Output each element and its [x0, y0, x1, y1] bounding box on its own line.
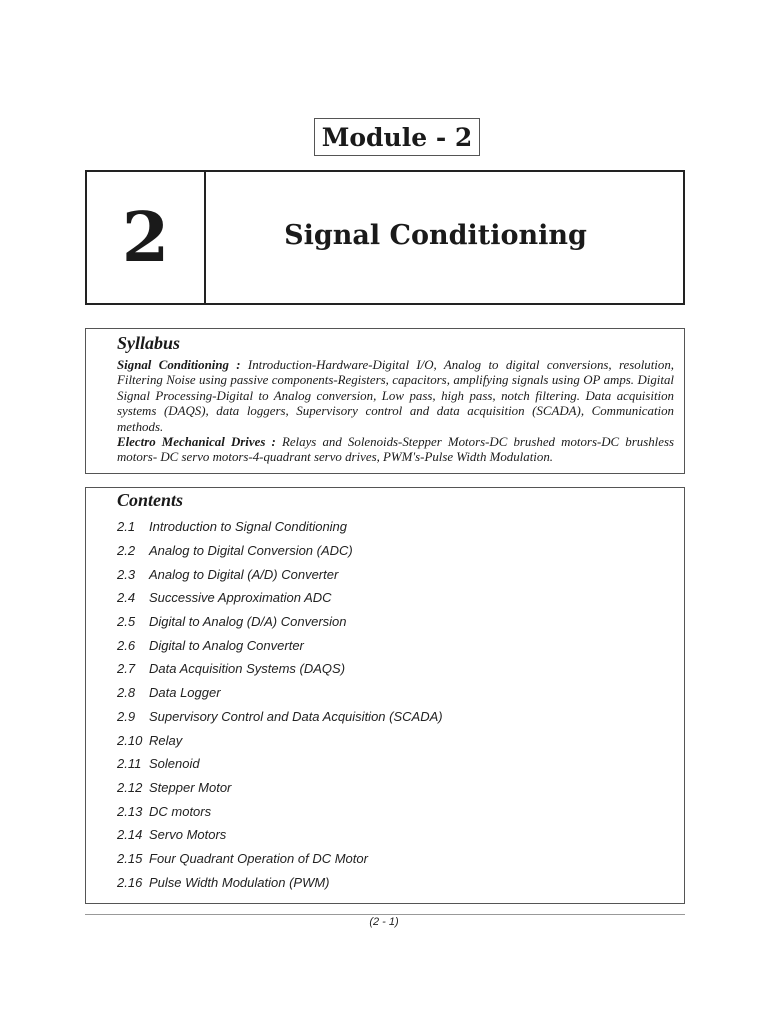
contents-item[interactable] — [117, 799, 674, 823]
contents-item[interactable] — [117, 823, 674, 847]
contents-item-title: Four Quadrant Operation of DC Motor — [149, 850, 368, 866]
contents-item-title: DC motors — [149, 803, 212, 819]
contents-item[interactable] — [117, 752, 674, 776]
contents-item-title: Data Acquisition Systems (DAQS) — [149, 661, 346, 677]
contents-item-title: Successive Approximation ADC — [149, 590, 332, 606]
contents-item-title: Introduction to Signal Conditioning — [149, 519, 348, 535]
contents-item-number: 2.11 — [117, 756, 142, 772]
contents-item-title: Stepper Motor — [149, 779, 232, 795]
chapter-header — [85, 170, 685, 305]
contents-item-title: Digital to Analog (D/A) Conversion — [149, 614, 347, 630]
contents-item-title: Data Logger — [149, 685, 221, 701]
contents-item-number: 2.5 — [117, 614, 136, 630]
contents-item[interactable] — [117, 515, 674, 539]
contents-heading: Contents — [117, 490, 184, 510]
contents-item-number: 2.10 — [117, 732, 143, 748]
contents-item-title: Servo Motors — [149, 827, 227, 843]
contents-item[interactable] — [117, 657, 674, 681]
syllabus-signal-conditioning-text: Introduction-Hardware-Digital I/O, Analog to digital conversions, resolution, Filtering Noise using passive components-Registers, capacitors, amplifying signals using OP amps. Digital Signal Processing-Digital to Analog conversion, Low pass, high pass, notch filtering. Data acquisition systems (DAQS), data loggers, Supervisory control and data acquisition (SCADA), Communication methods. — [117, 358, 674, 434]
contents-item-title: Analog to Digital (A/D) Converter — [149, 566, 339, 582]
contents-item-title: Digital to Analog Converter — [149, 637, 304, 653]
contents-item[interactable] — [117, 728, 674, 752]
syllabus-paragraph — [117, 358, 674, 466]
contents-item[interactable] — [117, 681, 674, 705]
contents-item-number: 2.6 — [117, 637, 136, 653]
contents-item-number: 2.15 — [117, 850, 143, 866]
contents-item-number: 2.1 — [117, 519, 136, 535]
contents-item-number: 2.2 — [117, 543, 136, 559]
contents-item[interactable] — [117, 847, 674, 871]
contents-item[interactable] — [117, 539, 674, 563]
contents-item-title: Pulse Width Modulation (PWM) — [149, 874, 330, 890]
contents-item-number: 2.8 — [117, 685, 136, 701]
syllabus-drives-label: Electro Mechanical Drives : — [117, 435, 276, 450]
footer-divider — [85, 914, 685, 915]
contents-item-title: Solenoid — [149, 756, 200, 772]
syllabus-signal-conditioning-label: Signal Conditioning : — [117, 358, 241, 372]
contents-item[interactable] — [117, 776, 674, 800]
contents-item-number: 2.7 — [117, 661, 136, 677]
contents-item-title: Analog to Digital Conversion (ADC) — [149, 543, 353, 559]
chapter-number: 2 — [87, 172, 206, 303]
contents-item[interactable] — [117, 633, 674, 657]
contents-item-title: Relay — [149, 732, 183, 748]
syllabus-heading: Syllabus — [117, 333, 181, 353]
contents-item-number: 2.16 — [117, 874, 143, 890]
module-label: Module - 2 — [314, 118, 480, 156]
contents-item-number: 2.9 — [117, 708, 136, 724]
contents-list — [117, 515, 674, 894]
contents-box — [85, 487, 685, 904]
syllabus-box — [85, 328, 685, 474]
contents-item[interactable] — [117, 870, 674, 894]
contents-item[interactable] — [117, 610, 674, 634]
contents-item-title: Supervisory Control and Data Acquisition (SCADA) — [149, 708, 443, 724]
contents-item-number: 2.12 — [117, 779, 143, 795]
syllabus-drives-text: Relays and Solenoids-Stepper Motors-DC brushed motors-DC brushless motors- DC servo motors-4-quadrant servo drives, PWM's-Pulse Width Modulation. — [117, 435, 675, 465]
contents-item[interactable] — [117, 705, 674, 729]
chapter-title: Signal Conditioning — [284, 220, 587, 251]
contents-item-number: 2.3 — [117, 566, 136, 582]
page-number: (2 - 1) — [369, 916, 399, 928]
contents-item[interactable] — [117, 586, 674, 610]
contents-item[interactable] — [117, 562, 674, 586]
contents-item-number: 2.4 — [117, 590, 136, 606]
contents-item-number: 2.13 — [117, 803, 143, 819]
contents-item-number: 2.14 — [117, 827, 143, 843]
